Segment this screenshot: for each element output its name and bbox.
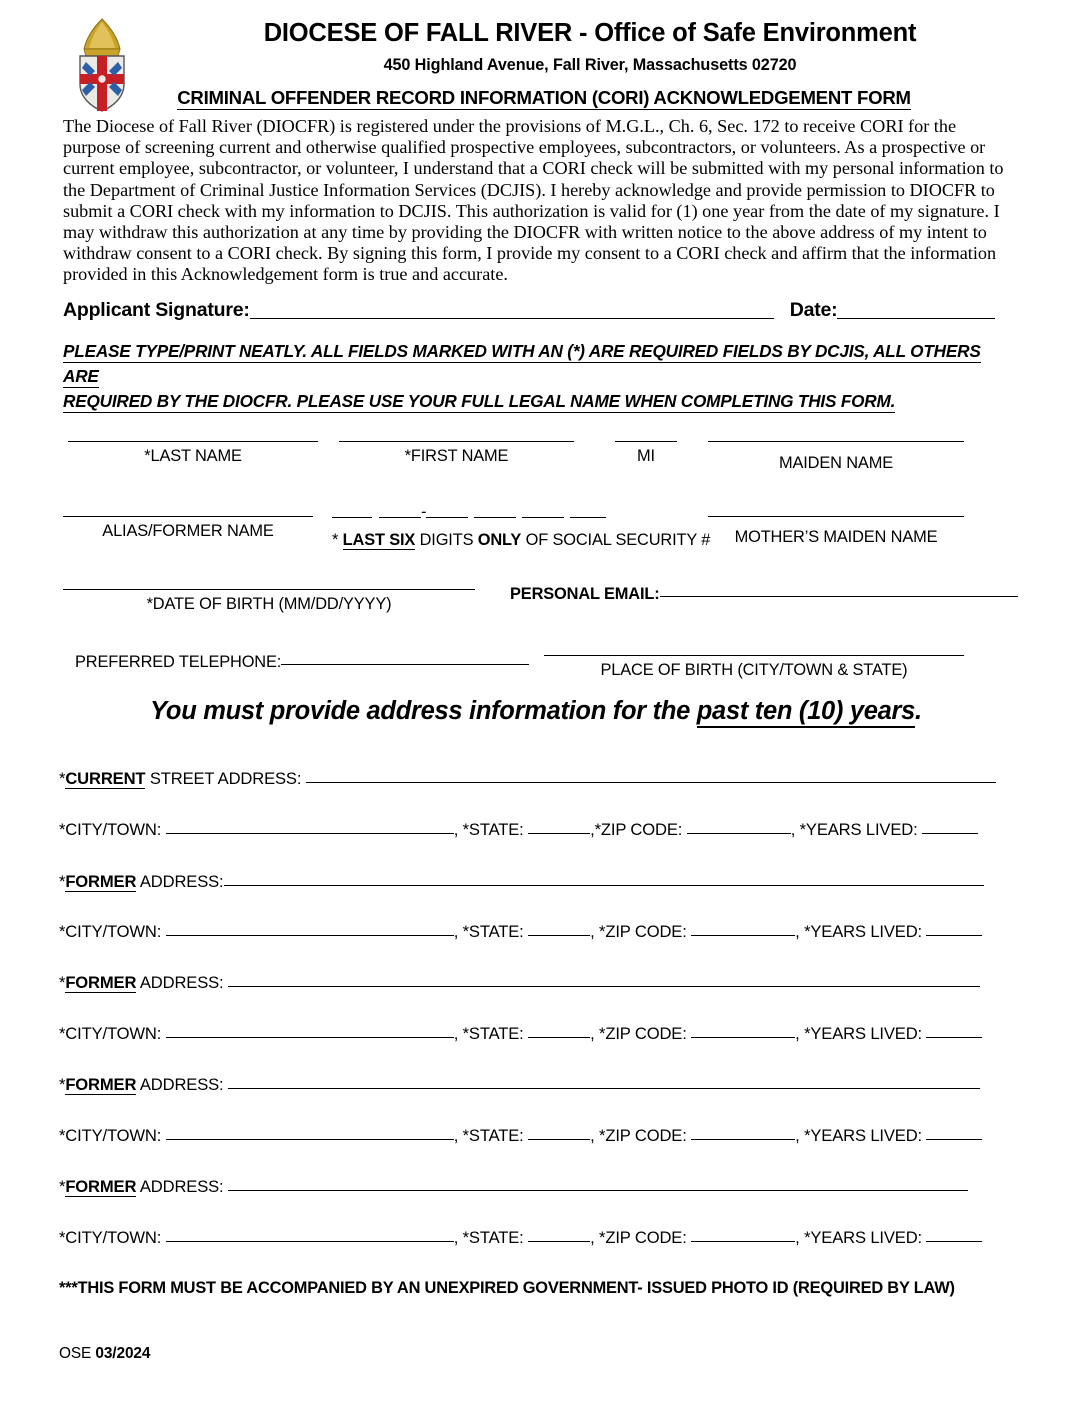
comma-2c: , [795, 922, 805, 941]
ssn-segment-3[interactable] [426, 517, 468, 518]
mothers-maiden-name-input[interactable] [708, 516, 964, 517]
zip-input-4[interactable] [691, 1139, 795, 1140]
comma-1a: , [453, 820, 463, 839]
comma-3c: , [795, 1024, 805, 1043]
applicant-signature-colon: : [243, 299, 250, 321]
alias-former-name-field[interactable] [63, 516, 313, 541]
preferred-telephone-label: PREFERRED TELEPHONE: [75, 653, 282, 671]
city-town-input-2[interactable] [166, 935, 454, 936]
consent-paragraph: The Diocese of Fall River (DIOCFR) is registered under the provisions of M.G.L., Ch. 6, Sec. 172 to receive CORI for the purpose of screening current and otherwise qualified prospective employees, subcontractors, or volunteers. As a prospective or current employee, subcontractor, or volunteer, I understand that a CORI check will be submitted with my personal information to the Department of Criminal Justice Information Services (DCJIS). I hereby acknowledge and provide permission to DIOCFR to submit a CORI check with my information to DCJIS. This authorization is valid for (1) one year from the date of my signature. I may withdraw this authorization at any time by providing the DIOCFR with written notice to the above address of my intent to withdraw consent to a CORI check. By signing this form, I provide my consent to a CORI check and affirm that the information provided in this Acknowledgement form is true and accurate. [63, 116, 1004, 285]
instructions-block [63, 339, 993, 414]
first-name-input[interactable] [339, 441, 574, 442]
zip-input-2[interactable] [691, 935, 795, 936]
former-rest-label-3: ADDRESS: [136, 1075, 228, 1094]
maiden-name-label: MAIDEN NAME [778, 454, 893, 472]
date-of-birth-label: *DATE OF BIRTH (MM/DD/YYYY) [146, 595, 392, 613]
years-lived-input-4[interactable] [926, 1139, 982, 1140]
organization-address: 450 Highland Avenue, Fall River, Massachusetts 02720 [383, 56, 797, 74]
state-label-3: *STATE: [462, 1024, 529, 1043]
first-name-label: *FIRST NAME [404, 447, 509, 465]
middle-initial-label: MI [637, 447, 655, 465]
state-label-2: *STATE: [462, 922, 529, 941]
zip-label-3: *ZIP CODE: [599, 1024, 692, 1043]
alias-former-name-label: ALIAS/FORMER NAME [102, 522, 274, 540]
comma-4c: , [795, 1126, 805, 1145]
date-of-birth-input[interactable] [63, 589, 475, 590]
current-city-state-zip-row [59, 820, 1019, 840]
ssn-last-six-inputs[interactable]: - [332, 508, 682, 526]
ssn-label-prefix: * [332, 531, 343, 549]
date-label: Date [789, 299, 832, 321]
former-city-state-zip-row-3 [59, 1126, 1019, 1146]
last-name-label: *LAST NAME [144, 447, 242, 465]
ssn-segment-4[interactable] [474, 517, 516, 518]
ssn-label [332, 531, 711, 550]
current-star: * [59, 769, 66, 788]
ssn-segment-1[interactable] [332, 517, 372, 518]
comma-5c: , [795, 1228, 805, 1247]
former-street-address-row-4 [59, 1177, 1019, 1197]
ssn-label-suffix: OF SOCIAL SECURITY # [521, 531, 711, 549]
zip-input-3[interactable] [691, 1037, 795, 1038]
former-street-address-input-2[interactable] [228, 986, 980, 987]
years-label-3: *YEARS LIVED: [804, 1024, 927, 1043]
personal-email-row [510, 585, 1018, 604]
applicant-signature-input[interactable] [250, 318, 774, 319]
middle-initial-field[interactable] [615, 441, 677, 466]
ssn-label-mid: DIGITS [415, 531, 478, 549]
former-city-state-zip-row-1 [59, 922, 1019, 942]
mothers-maiden-name-label: MOTHER’S MAIDEN NAME [734, 528, 938, 546]
organization-title: DIOCESE OF FALL RIVER - Office of Safe Environment [263, 19, 917, 47]
date-input[interactable] [837, 318, 995, 319]
state-input-4[interactable] [528, 1139, 590, 1140]
ssn-label-only: ONLY [477, 531, 522, 549]
comma-4a: , [453, 1126, 463, 1145]
former-star-4: * [59, 1177, 66, 1196]
address-section-heading [63, 697, 1009, 726]
comma-3a: , [453, 1024, 463, 1043]
city-town-label-2: *CITY/TOWN: [59, 922, 166, 941]
state-input-5[interactable] [528, 1241, 590, 1242]
city-town-label-1: *CITY/TOWN: [59, 820, 166, 839]
preferred-telephone-input[interactable] [281, 664, 529, 665]
years-lived-input-3[interactable] [926, 1037, 982, 1038]
current-street-address-input[interactable] [306, 782, 996, 783]
applicant-signature-label: Applicant Signature [63, 299, 244, 321]
state-label-5: *STATE: [462, 1228, 529, 1247]
years-lived-input-2[interactable] [926, 935, 982, 936]
state-label-1: *STATE: [462, 820, 529, 839]
former-bold-label-2: FORMER [65, 973, 137, 992]
years-label-4: *YEARS LIVED: [804, 1126, 927, 1145]
alias-former-name-input[interactable] [63, 516, 313, 517]
zip-label-4: *ZIP CODE: [599, 1126, 692, 1145]
city-town-label-5: *CITY/TOWN: [59, 1228, 166, 1247]
place-of-birth-field[interactable] [544, 655, 964, 680]
form-title-text: CRIMINAL OFFENDER RECORD INFORMATION (CORI) ACKNOWLEDGEMENT FORM [177, 87, 911, 108]
date-colon: : [831, 299, 838, 321]
instructions-line-2: REQUIRED BY THE DIOCFR. PLEASE USE YOUR FULL LEGAL NAME WHEN COMPLETING THIS FORM. [63, 391, 896, 411]
middle-initial-input[interactable] [615, 441, 677, 442]
form-title [84, 87, 1004, 109]
address-heading-underlined: past ten (10) years [697, 697, 915, 728]
last-name-input[interactable] [68, 441, 318, 442]
state-label-4: *STATE: [462, 1126, 529, 1145]
former-star-1: * [59, 872, 66, 891]
comma-5a: , [453, 1228, 463, 1247]
former-street-address-row-2 [59, 973, 1019, 993]
ssn-segment-5[interactable] [522, 517, 564, 518]
signature-row [63, 299, 1009, 322]
date-of-birth-field[interactable] [63, 589, 475, 614]
form-revision-code [59, 1345, 150, 1363]
ssn-label-last-six: LAST SIX [342, 531, 416, 549]
former-street-address-row-3 [59, 1075, 1019, 1095]
state-input-2[interactable] [528, 935, 590, 936]
years-label-2: *YEARS LIVED: [804, 922, 927, 941]
former-rest-label-4: ADDRESS: [136, 1177, 228, 1196]
former-rest-label-1: ADDRESS: [136, 872, 224, 891]
ose-prefix: OSE [59, 1345, 96, 1362]
zip-label-5: *ZIP CODE: [599, 1228, 692, 1247]
state-input-1[interactable] [528, 833, 590, 834]
personal-email-label: PERSONAL EMAIL: [510, 585, 660, 603]
former-street-address-input-3[interactable] [228, 1088, 980, 1089]
comma-4b: , [590, 1126, 600, 1145]
ssn-segment-6[interactable] [570, 517, 606, 518]
instructions-line-1: PLEASE TYPE/PRINT NEATLY. ALL FIELDS MARKED WITH AN (*) ARE REQUIRED FIELDS BY DCJIS, ALL OTHERS ARE [63, 341, 981, 386]
city-town-input-3[interactable] [166, 1037, 454, 1038]
personal-email-input[interactable] [660, 596, 1018, 597]
years-label-5: *YEARS LIVED: [804, 1228, 927, 1247]
current-bold-label: CURRENT [65, 769, 146, 788]
zip-label-1: *ZIP CODE: [594, 820, 687, 839]
current-street-address-row [59, 769, 1019, 789]
years-lived-input-1[interactable] [922, 833, 978, 834]
place-of-birth-input[interactable] [544, 655, 964, 656]
former-rest-label-2: ADDRESS: [136, 973, 228, 992]
ose-date: 03/2024 [95, 1345, 151, 1362]
comma-1b: , [590, 820, 595, 839]
comma-3b: , [590, 1024, 600, 1043]
comma-2a: , [453, 922, 463, 941]
former-street-address-input-1[interactable] [224, 885, 984, 886]
years-label-1: *YEARS LIVED: [799, 820, 923, 839]
former-bold-label-1: FORMER [65, 872, 137, 891]
ssn-segment-2[interactable] [379, 517, 421, 518]
former-bold-label-3: FORMER [65, 1075, 137, 1094]
zip-input-1[interactable] [687, 833, 791, 834]
former-city-state-zip-row-2 [59, 1024, 1019, 1044]
mothers-maiden-name-field[interactable] [708, 516, 964, 547]
zip-label-2: *ZIP CODE: [599, 922, 692, 941]
comma-2b: , [590, 922, 600, 941]
photo-id-requirement-note: ***THIS FORM MUST BE ACCOMPANIED BY AN UNEXPIRED GOVERNMENT- ISSUED PHOTO ID (REQUIRED BY LAW) [59, 1279, 955, 1297]
first-name-field[interactable] [339, 441, 574, 466]
address-heading-suffix: . [915, 697, 922, 725]
city-town-input-1[interactable] [166, 833, 454, 834]
city-town-input-5[interactable] [166, 1241, 454, 1242]
former-star-3: * [59, 1075, 66, 1094]
comma-5b: , [590, 1228, 600, 1247]
city-town-label-4: *CITY/TOWN: [59, 1126, 166, 1145]
place-of-birth-label: PLACE OF BIRTH (CITY/TOWN & STATE) [600, 661, 908, 679]
preferred-telephone-row [75, 653, 529, 672]
former-street-address-input-4[interactable] [228, 1190, 968, 1191]
city-town-input-4[interactable] [166, 1139, 454, 1140]
current-rest-label: STREET ADDRESS: [145, 769, 306, 788]
former-bold-label-4: FORMER [65, 1177, 137, 1196]
maiden-name-input[interactable] [708, 441, 964, 442]
former-city-state-zip-row-4 [59, 1228, 1019, 1248]
former-star-2: * [59, 973, 66, 992]
last-name-field[interactable] [68, 441, 318, 466]
address-heading-prefix: You must provide address information for the [150, 697, 697, 725]
state-input-3[interactable] [528, 1037, 590, 1038]
years-lived-input-5[interactable] [926, 1241, 982, 1242]
former-street-address-row-1 [59, 872, 1019, 892]
comma-1c: , [790, 820, 800, 839]
maiden-name-field[interactable] [708, 441, 964, 473]
zip-input-5[interactable] [691, 1241, 795, 1242]
city-town-label-3: *CITY/TOWN: [59, 1024, 166, 1043]
